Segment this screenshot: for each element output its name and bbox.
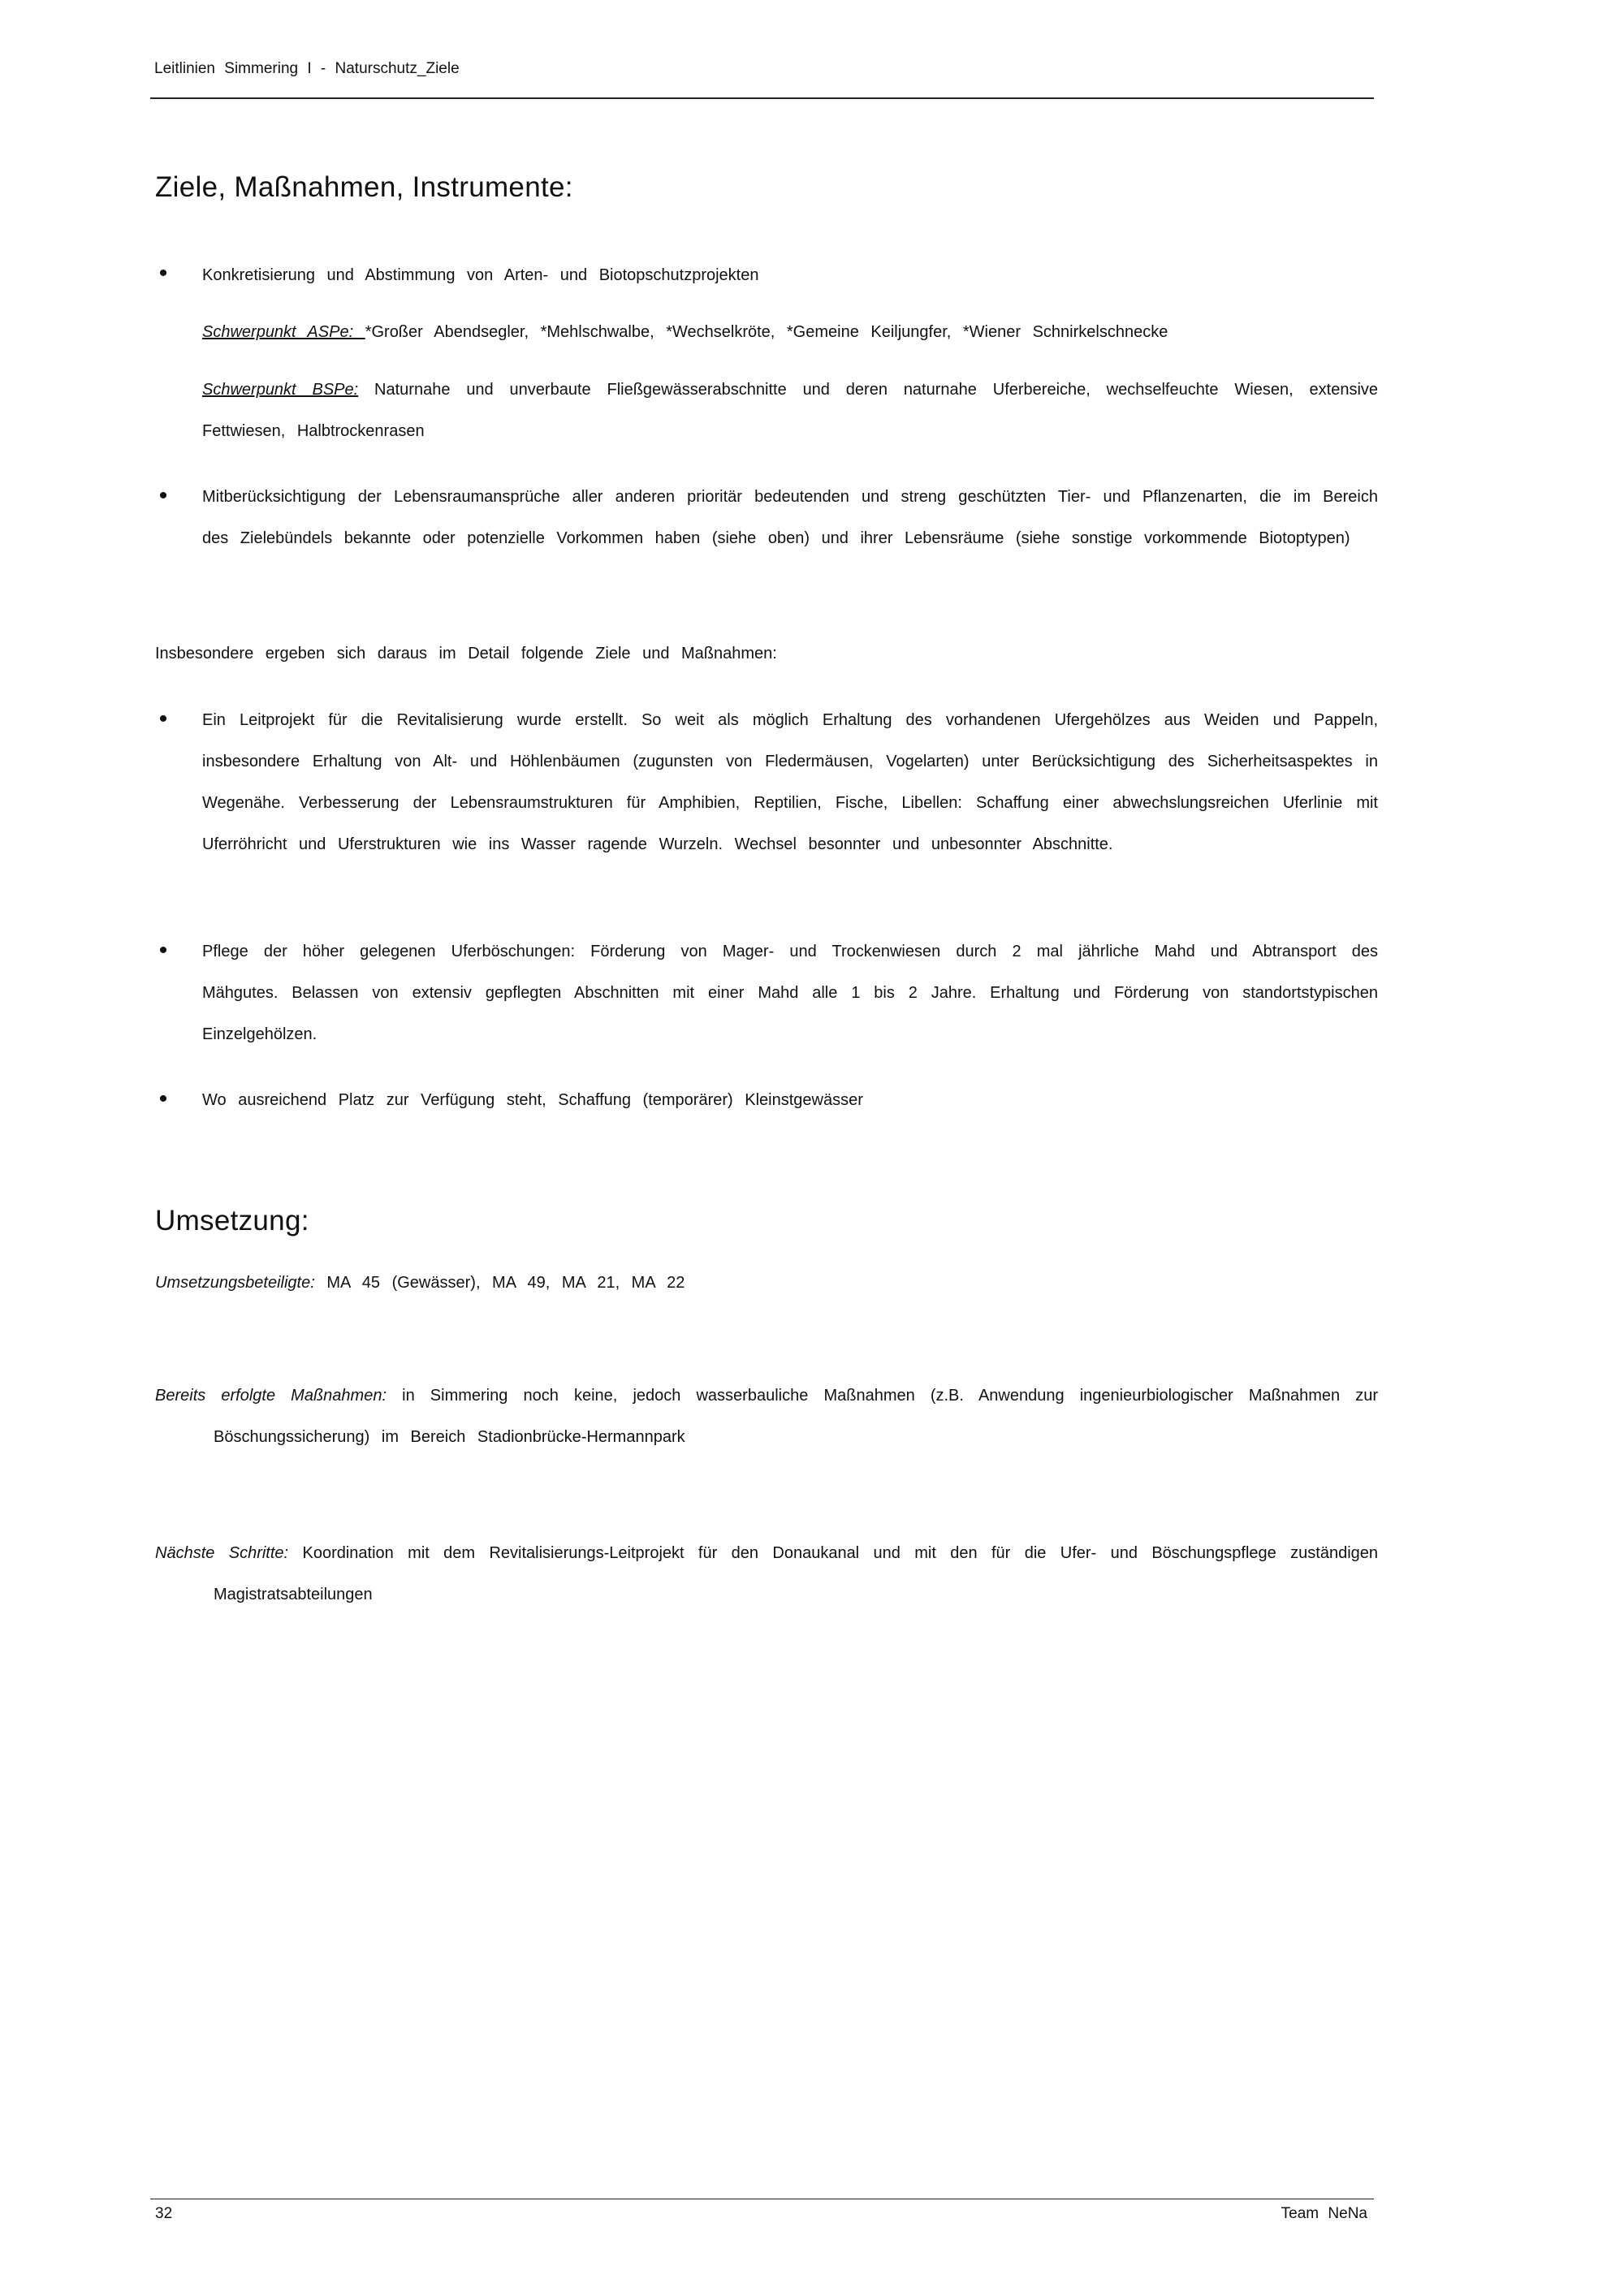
section-title-ziele: Ziele, Maßnahmen, Instrumente: xyxy=(155,171,573,203)
bullet-item-kleinstgewaesser: Wo ausreichend Platz zur Verfügung steht, Schaffung (temporärer) Kleinstgewässer xyxy=(202,1091,863,1109)
footer-team: Team NeNa xyxy=(1281,2205,1367,2222)
page-number: 32 xyxy=(155,2205,173,2222)
schwerpunkt-aspe-label: Schwerpunkt ASPe: xyxy=(202,323,365,341)
naechste-schritte-text: Koordination mit dem Revitalisierungs-Leitprojekt für den Donaukanal und mit den für die Ufer- und Böschungspflege zuständigen Magistratsabteilungen xyxy=(214,1544,1378,1603)
bullet-marker: • xyxy=(158,706,168,732)
bereits-erfolgte-label: Bereits erfolgte Maßnahmen: xyxy=(155,1387,387,1405)
schwerpunkt-bspe-label: Schwerpunkt BSPe: xyxy=(202,381,359,399)
schwerpunkt-aspe-text: *Großer Abendsegler, *Mehlschwalbe, *Wechselkröte, *Gemeine Keiljungfer, *Wiener Schnirkelschnecke xyxy=(365,323,1168,341)
bullet-item-uferboeschungen: Pflege der höher gelegenen Uferböschungen: Förderung von Mager- und Trockenwiesen durch 2 mal jährliche Mahd und Abtransport des Mähgutes. Belassen von extensiv gepflegten Abschnitten mit einer Mahd alle 1 bis 2 Jahre. Erhaltung und Förderung von standortstypischen Einzelgehölzen. xyxy=(202,943,1378,1043)
bullet-item-arten-biotopschutz: Konkretisierung und Abstimmung von Arten- und Biotopschutzprojekten xyxy=(202,266,759,284)
bullet-item-leitprojekt: Ein Leitprojekt für die Revitalisierung wurde erstellt. So weit als möglich Erhaltung des vorhandenen Ufergehölzes aus Weiden und Pappeln, insbesondere Erhaltung von Alt- und Höhlenbäumen (zugunsten von Fledermäusen, Vogelarten) unter Berücksichtigung des Sicherheitsaspektes in Wegenähe. Verbesserung der Lebensraumstrukturen für Amphibien, Reptilien, Fische, Libellen: Schaffung einer abwechslungsreichen Uferlinie mit Uferröhricht und Uferstrukturen wie ins Wasser ragende Wurzeln. Wechsel besonnter und unbesonnter Abschnitte. xyxy=(202,711,1378,853)
bullet-marker: • xyxy=(158,1085,168,1112)
running-header: Leitlinien Simmering I - Naturschutz_Ziele xyxy=(154,60,460,77)
bereits-erfolgte-massnahmen xyxy=(155,1375,1378,1458)
header-rule xyxy=(150,97,1374,99)
schwerpunkt-bspe-text: Naturnahe und unverbaute Fließgewässerabschnitte und deren naturnahe Uferbereiche, wechselfeuchte Wiesen, extensive Fettwiesen, Halbtrockenrasen xyxy=(202,381,1379,440)
schwerpunkt-aspe xyxy=(202,312,1378,353)
bereits-erfolgte-text: in Simmering noch keine, jedoch wasserbauliche Maßnahmen (z.B. Anwendung ingenieurbiologischer Maßnahmen zur Böschungssicherung) im Bereich Stadionbrücke-Hermannpark xyxy=(214,1387,1378,1446)
schwerpunkt-bspe xyxy=(202,369,1378,452)
naechste-schritte-label: Nächste Schritte: xyxy=(155,1544,289,1562)
bullet-item-lebensraumansprueche: Mitberücksichtigung der Lebensraumansprüche aller anderen prioritär bedeutenden und streng geschützten Tier- und Pflanzenarten, die im Bereich des Zielebündels bekannte oder potenzielle Vorkommen haben (siehe oben) und ihrer Lebensräume (siehe sonstige vorkommende Biotoptypen) xyxy=(202,488,1378,547)
naechste-schritte xyxy=(155,1533,1378,1616)
bullet-marker: • xyxy=(158,937,168,964)
bullet-marker: • xyxy=(158,260,168,287)
section-title-umsetzung: Umsetzung: xyxy=(155,1205,309,1236)
details-intro: Insbesondere ergeben sich daraus im Detail folgende Ziele und Maßnahmen: xyxy=(155,645,777,662)
umsetzungsbeteiligte-text: MA 45 (Gewässer), MA 49, MA 21, MA 22 xyxy=(314,1274,685,1292)
umsetzungsbeteiligte xyxy=(155,1262,685,1304)
umsetzungsbeteiligte-label: Umsetzungsbeteiligte: xyxy=(155,1274,315,1292)
bullet-marker: • xyxy=(158,482,168,509)
